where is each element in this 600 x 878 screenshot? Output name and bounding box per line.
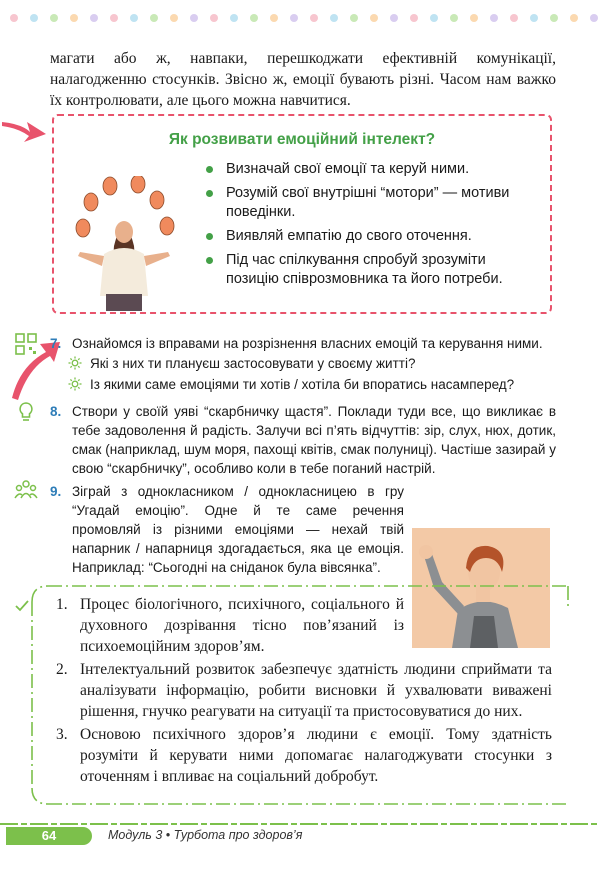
question-text: Які з них ти плануєш застосовувати у своєму житті? — [90, 356, 416, 371]
decorative-dot — [230, 14, 238, 22]
decorative-dot — [310, 14, 318, 22]
decorative-dot — [130, 14, 138, 22]
summary-text: Процес біологічного, психічного, соціального й духовного дозрівання тісно пов’язаний із психоемоційним здоров’ям. — [80, 596, 404, 655]
summary-text: Інтелектуальний розвиток забезпечує здатність людини сприймати та аналізувати інформацію, робити висновки й ухвалювати виважені рішення, гнучко реагувати на ситуації та пристосовуватися до них. — [80, 661, 552, 720]
summary-number: 1. — [56, 596, 68, 613]
decorative-dot — [50, 14, 58, 22]
summary-number: 2. — [56, 661, 68, 678]
decorative-dot — [270, 14, 278, 22]
emotions-illustration — [74, 176, 184, 311]
decorative-dot — [590, 14, 598, 22]
summary-number: 3. — [56, 726, 68, 743]
decorative-dot — [290, 14, 298, 22]
module-title: Модуль 3 • Турбота про здоров’я — [108, 828, 303, 842]
decorative-dot — [390, 14, 398, 22]
decorative-dot — [10, 14, 18, 22]
task-7-question — [68, 354, 415, 373]
decorative-dot — [190, 14, 198, 22]
tip-item: Виявляй емпатію до свого оточення. — [202, 227, 542, 246]
task-9 — [50, 482, 404, 577]
decorative-dot — [430, 14, 438, 22]
decorative-dot — [370, 14, 378, 22]
tip-item: Під час спілкування спробуй зрозуміти позицію співрозмовника та його потреби. — [202, 251, 542, 289]
decorative-dot — [410, 14, 418, 22]
summary-list — [56, 594, 552, 787]
group-icon — [14, 478, 38, 502]
task-number: 9. — [50, 484, 62, 499]
task-8 — [50, 402, 556, 478]
decorative-dot — [350, 14, 358, 22]
decorative-dot — [90, 14, 98, 22]
decorative-dot — [510, 14, 518, 22]
task-number: 8. — [50, 404, 62, 419]
decorative-dot — [170, 14, 178, 22]
tip-list — [202, 160, 542, 294]
decorative-dot — [450, 14, 458, 22]
question-text: Із якими саме емоціями ти хотів / хотіла би впоратись насамперед? — [90, 377, 515, 392]
lightbulb-icon — [14, 400, 38, 424]
summary-item — [56, 724, 552, 787]
summary-item — [56, 659, 552, 722]
summary-item — [56, 594, 404, 657]
sun-icon — [68, 377, 82, 391]
decorative-dot — [210, 14, 218, 22]
decorative-dots — [0, 14, 600, 24]
task-number: 7. — [50, 336, 62, 351]
decorative-dot — [250, 14, 258, 22]
decorative-dot — [570, 14, 578, 22]
task-text: Створи у своїй уяві “скарбничку щастя”. Поклади туди все, що викликає в тебе задоволення й радість. Залучи всі п’ять відчуттів: зір, слух, нюх, дотик, смак (наприклад, шум моря, пахощі квітів, смак полуниці). Частіше зазирай у свою “скарбничку”, особливо коли в тебе поганий настрій. — [72, 404, 556, 476]
decorative-dot — [150, 14, 158, 22]
task-text: Зіграй з однокласником / однокласницею в гру “Угадай емоцію”. Одне й те саме речення промовляй із різними емоціями — нехай твій напарник / напарниця здогадається, яка це емоція. Наприклад: “Сьогодні на сніданок була вівсянка”. — [72, 484, 404, 575]
tip-item: Розумій свої внутрішні “мотори” — мотиви поведінки. — [202, 184, 542, 222]
check-icon — [12, 596, 32, 616]
tip-box-title: Як розвивати емоційний інтелект? — [168, 131, 436, 148]
decorative-dot — [110, 14, 118, 22]
summary-text: Основою психічного здоров’я людини є емоції. Тому здатність розуміти й керувати ними допомагає налагоджувати стосунки з оточенням і впливає на соціальний добробут. — [80, 726, 552, 785]
task-7-question — [68, 375, 514, 394]
footer-rule — [0, 822, 600, 826]
task-7 — [50, 334, 556, 353]
decorative-dot — [70, 14, 78, 22]
tip-item: Визначай свої емоції та керуй ними. — [202, 160, 542, 179]
decorative-dot — [550, 14, 558, 22]
decorative-dot — [530, 14, 538, 22]
sun-icon — [68, 356, 82, 370]
decorative-dot — [470, 14, 478, 22]
tip-box — [52, 114, 552, 314]
page-number: 64 — [6, 827, 92, 845]
intro-paragraph: магати або ж, навпаки, перешкоджати ефективній комунікації, налагодженню стосунків. Звісно ж, емоції бувають різні. Часом нам важко їх контролювати, але цього можна навчитися. — [50, 50, 556, 109]
pink-arrow-icon — [0, 116, 48, 150]
task-text: Ознайомся із вправами на розрізнення власних емоцій та керування ними. — [72, 336, 543, 351]
decorative-dot — [330, 14, 338, 22]
decorative-dot — [490, 14, 498, 22]
decorative-dot — [30, 14, 38, 22]
